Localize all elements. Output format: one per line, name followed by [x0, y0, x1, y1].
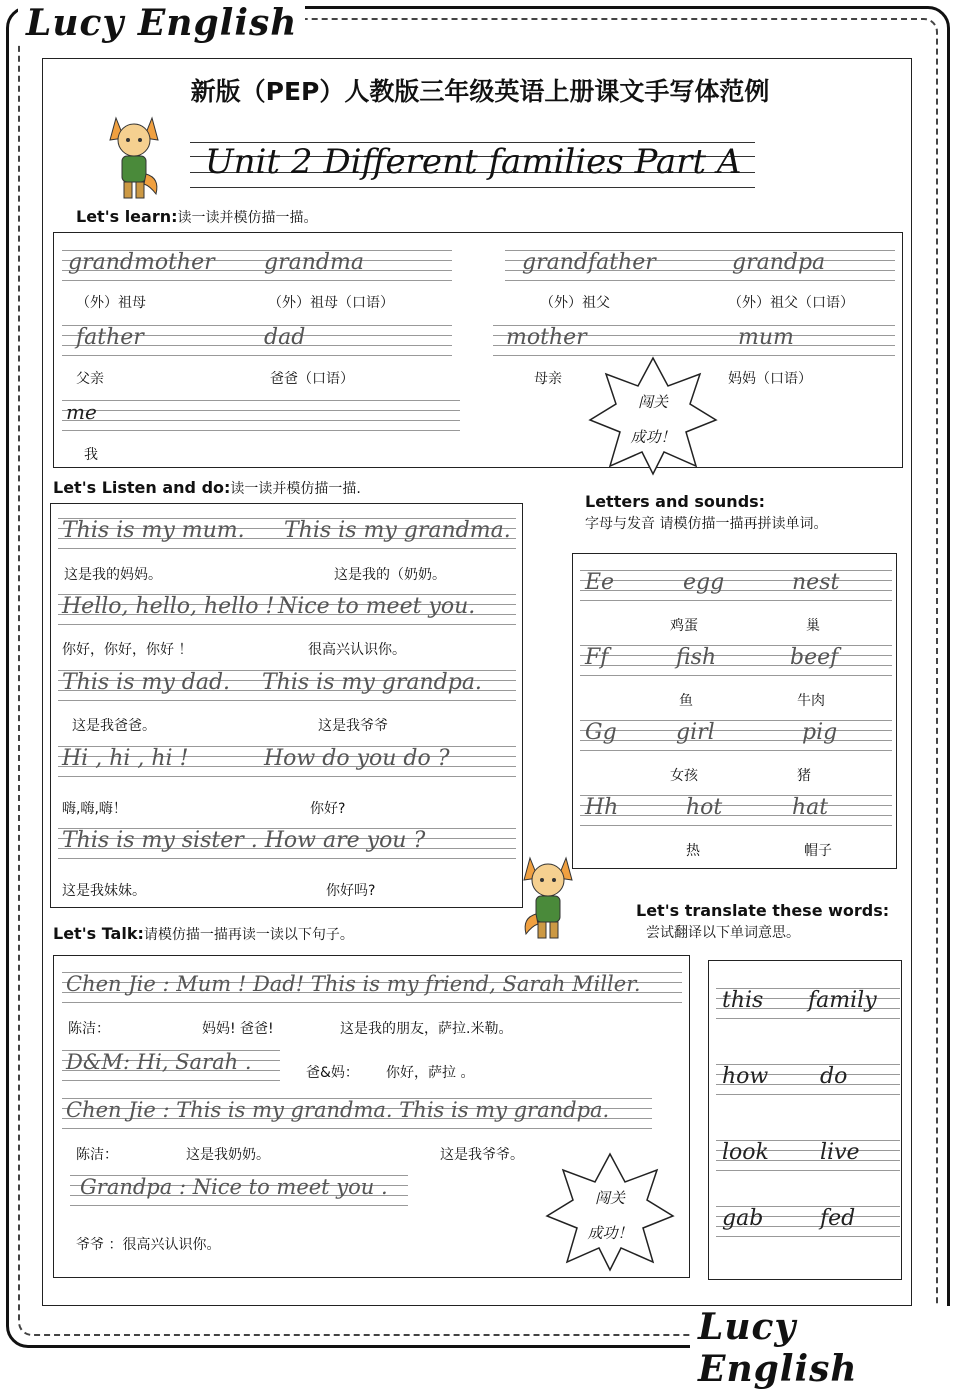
sentence-translation: 这是我的妈妈。 [64, 567, 162, 583]
translate-word: gab [722, 1206, 764, 1231]
translate-heading: Let's translate these words: [636, 901, 890, 920]
phonics-meaning: 鸡蛋 [670, 618, 698, 634]
letters-instruction: 字母与发音 请模仿描一描再拼读单词。 [585, 516, 828, 532]
dialogue-translation: 陈洁： [68, 1021, 110, 1037]
dialogue-translation: 陈洁： [76, 1147, 118, 1163]
dialogue-translation: 爷爷 ：很高兴认识你。 [76, 1237, 221, 1253]
letter-pair: Hh [585, 795, 619, 820]
vocab-meaning: （外）祖母（口语） [268, 295, 394, 311]
phonics-word: girl [676, 720, 715, 745]
vocab-word: grandpa [732, 250, 826, 275]
dialogue-line: Grandpa : Nice to meet you . [80, 1175, 388, 1199]
unit-title: Unit 2 Different families Part A [205, 142, 742, 182]
sentence: This is my sister . How are you ? [62, 828, 426, 853]
vocab-meaning: 母亲 [534, 371, 562, 387]
phonics-word: fish [676, 645, 717, 670]
badge-line1: 闯关 [637, 393, 668, 411]
dialogue-line: Chen Jie : Mum ! Dad! This is my friend, Sarah Miller. [66, 972, 641, 996]
star-badge-icon [545, 1152, 675, 1272]
page-title: 新版（PEP）人教版三年级英语上册课文手写体范例 [190, 77, 770, 106]
listen-heading-label: Let's Listen and do: [53, 478, 231, 497]
dialogue-translation: 这是我的朋友，萨拉.米勒。 [340, 1021, 513, 1037]
phonics-meaning: 鱼 [679, 693, 693, 709]
phonics-word: beef [790, 645, 839, 670]
vocab-word: mother [506, 325, 587, 350]
phonics-word: egg [683, 570, 725, 595]
vocab-word: grandmother [68, 250, 215, 275]
translate-word: family [808, 988, 877, 1013]
vocab-word: father [76, 325, 144, 350]
translate-word: look [722, 1140, 769, 1165]
translate-word: how [722, 1064, 769, 1089]
talk-instruction: 请模仿描一描再读一读以下句子。 [143, 927, 354, 943]
vocab-word: mum [738, 325, 794, 350]
listen-instruction: 读一读并模仿描一描. [230, 481, 361, 497]
star-badge-icon [588, 356, 718, 476]
learn-heading [76, 207, 318, 227]
sentence: Nice to meet you. [278, 594, 476, 619]
vocab-word: grandfather [522, 250, 656, 275]
brand-logo-bottom: Lucy English [690, 1306, 960, 1390]
vocab-meaning: （外）祖母 [76, 295, 146, 311]
phonics-meaning: 女孩 [670, 768, 698, 784]
translate-instruction: 尝试翻译以下单词意思。 [646, 925, 800, 941]
success-badge [588, 356, 718, 476]
sentence: This is my grandpa. [262, 670, 482, 695]
learn-heading-label: Let's learn: [76, 207, 178, 226]
letter-pair: Ee [585, 570, 615, 595]
dialogue-translation: 爸&妈： [306, 1065, 359, 1081]
vocab-meaning: （外）祖父（口语） [728, 295, 854, 311]
success-badge [545, 1152, 675, 1272]
phonics-meaning: 热 [686, 843, 700, 859]
vocab-word: grandma [264, 250, 364, 275]
sentence-translation: 这是我妹妹。 [62, 883, 146, 899]
dialogue-translation: 你好，萨拉 。 [386, 1065, 475, 1081]
translate-word: this [722, 988, 764, 1013]
phonics-meaning: 猪 [797, 768, 811, 784]
talk-heading [53, 924, 354, 944]
sentence: Hello, hello, hello ! [62, 594, 275, 619]
letters-heading: Letters and sounds: [585, 492, 766, 511]
phonics-word: hot [686, 795, 723, 820]
badge-line2: 成功！ [587, 1224, 633, 1242]
sentence: How do you do ? [264, 746, 450, 771]
phonics-meaning: 牛肉 [797, 693, 825, 709]
writing-lines [580, 570, 892, 600]
sentence-translation: 你好，你好，你好 ！ [62, 642, 193, 658]
vocab-meaning: 我 [84, 447, 98, 463]
fox-mascot-icon [520, 848, 576, 943]
badge-line1: 闯关 [594, 1189, 625, 1207]
fox-mascot-icon [106, 108, 162, 203]
sentence-translation: 这是我的（奶奶。 [334, 567, 446, 583]
translate-word: do [820, 1064, 848, 1089]
dialogue-line: D&M: Hi, Sarah . [66, 1050, 252, 1074]
dialogue-translation: 这是我奶奶。 [186, 1147, 270, 1163]
talk-heading-label: Let's Talk: [53, 924, 144, 943]
vocab-meaning: 父亲 [76, 371, 104, 387]
vocab-word: dad [264, 325, 306, 350]
letter-pair: Gg [585, 720, 617, 745]
sentence-translation: 你好吗? [326, 883, 376, 899]
sentence-translation: 嗨,嗨,嗨！ [62, 801, 127, 817]
dialogue-translation: 这是我爷爷。 [440, 1147, 524, 1163]
sentence: Hi , hi , hi ! [62, 746, 189, 771]
sentence-translation: 这是我爸爸。 [72, 718, 156, 734]
phonics-meaning: 帽子 [804, 843, 832, 859]
dialogue-line: Chen Jie : This is my grandma. This is my grandpa. [66, 1098, 610, 1122]
sentence-translation: 这是我爷爷 [318, 718, 388, 734]
learn-instruction: 读一读并模仿描一描。 [177, 210, 318, 226]
writing-lines [62, 400, 460, 430]
sentence: This is my grandma. [284, 518, 511, 543]
listen-heading [53, 478, 361, 498]
translate-word: fed [820, 1206, 856, 1231]
writing-lines [580, 720, 892, 750]
badge-line2: 成功！ [630, 428, 676, 446]
phonics-meaning: 巢 [806, 618, 820, 634]
sentence: This is my mum. [62, 518, 245, 543]
writing-lines [580, 795, 892, 825]
phonics-word: pig [802, 720, 838, 745]
sentence-translation: 你好? [310, 801, 346, 817]
vocab-meaning: 爸爸（口语） [270, 371, 354, 387]
writing-lines [580, 645, 892, 675]
brand-logo-top: Lucy English [18, 2, 305, 44]
vocab-word: me [66, 400, 97, 424]
phonics-word: nest [792, 570, 840, 595]
dialogue-translation: 妈妈! 爸爸! [202, 1021, 274, 1037]
letter-pair: Ff [585, 645, 609, 670]
phonics-word: hat [792, 795, 829, 820]
sentence: This is my dad. [62, 670, 231, 695]
vocab-meaning: （外）祖父 [540, 295, 610, 311]
vocab-meaning: 妈妈（口语） [728, 371, 812, 387]
sentence-translation: 很高兴认识你。 [308, 642, 406, 658]
translate-word: live [820, 1140, 860, 1165]
